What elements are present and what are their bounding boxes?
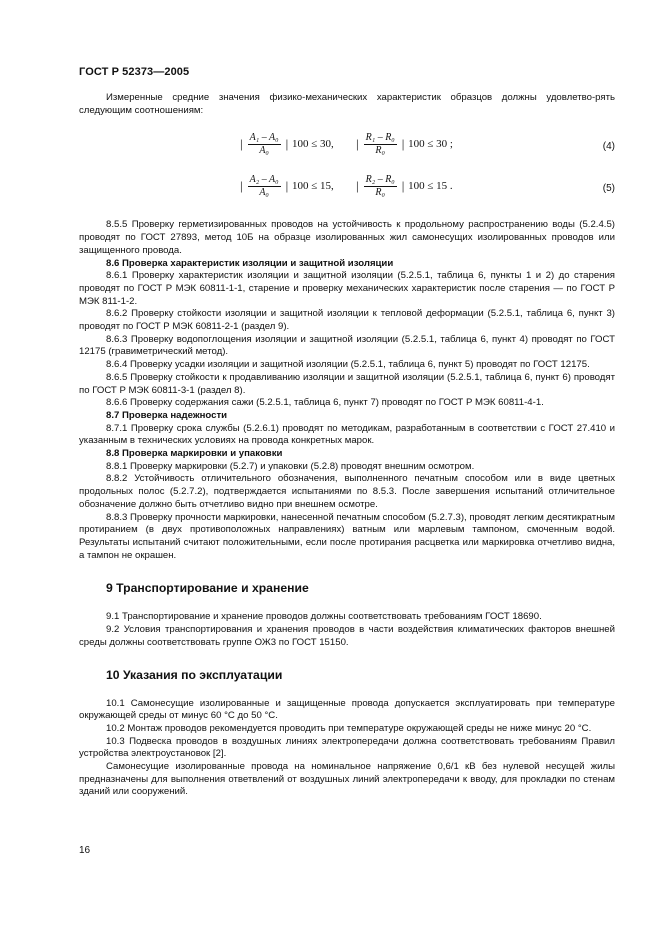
paragraph-10-2: 10.2 Монтаж проводов рекомендуется проводить при температуре окружающей среды не ниже минус 20 °С.: [106, 722, 592, 734]
paragraph-10-1: 10.1 Самонесущие изолированные и защищенные провода допускается эксплуатировать при температуре окружающей среды от минус 60 °С до 50 °С.: [79, 697, 615, 722]
page-body: [79, 92, 615, 799]
formula-5-left-numerator: A₂ – A₀: [249, 173, 279, 185]
paragraph-8-6-3: 8.6.3 Проверку водопоглощения изоляции и защитной изоляции (5.2.5.1, таблица 6, пункт 4) проводят по ГОСТ 12175 (гравиметрический метод).: [79, 333, 615, 358]
paragraph-9-1: 9.1 Транспортирование и хранение проводов должны соответствовать требованиям ГОСТ 18690.: [106, 611, 542, 623]
paragraph-8-6-4: 8.6.4 Проверку усадки изоляции и защитной изоляции (5.2.5.1, таблица 6, пункт 5) проводят по ГОСТ 12175.: [106, 359, 590, 371]
paragraph-8-5-5: 8.5.5 Проверку герметизированных проводов на устойчивость к продольному распространению воды (5.2.4.5) проводят по ГОСТ 27893, метод 10Б на образце изолированных жил самонесущих изолированных проводов или защищенного провода.: [79, 219, 615, 256]
heading-8-7: 8.7 Проверка надежности: [106, 409, 228, 421]
formula-5-right-rhs: 100 ≤ 15 .: [408, 180, 453, 193]
heading-8-8: 8.8 Проверка маркировки и упаковки: [106, 448, 283, 460]
intro-paragraph: Измеренные средние значения физико-механических характеристик образцов должны удовлетво-рять следующим соотношениям:: [79, 92, 615, 116]
section-9-heading: 9 Транспортирование и хранение: [106, 581, 309, 596]
formula-5-left-denominator: A₀: [259, 186, 269, 198]
formula-5-right-denominator: R₀: [375, 186, 385, 198]
formula-4-right-numerator: R₁ – R₀: [365, 131, 395, 143]
heading-8-6: 8.6 Проверка характеристик изоляции и защитной изоляции: [106, 257, 394, 269]
paragraph-8-8-3: 8.8.3 Проверку прочности маркировки, нанесенной печатным способом (5.2.7.3), проводят легким десятикратным протиранием (в двух противоположных направлениях) ватным или марлевым тампоном, смоченным водой. Результаты испытаний считают положительными, если после протирания расцветка или маркировка отчетливо видна, а тампон не окрашен.: [79, 511, 615, 561]
formula-4-left-denominator: A₀: [259, 144, 269, 156]
document-header: ГОСТ Р 52373—2005: [79, 66, 190, 78]
formula-4-number: (4): [602, 141, 615, 153]
formula-5-right-numerator: R₂ – R₀: [365, 173, 395, 185]
paragraph-8-6-5: 8.6.5 Проверку стойкости к продавливанию изоляции и защитной изоляции (5.2.5.1, таблица 6, пункт 6) проводят по ГОСТ Р МЭК 60811-3-1 (раздел 8).: [79, 371, 615, 396]
paragraph-8-8-2: 8.8.2 Устойчивость отличительного обозначения, выполненного печатным способом или в виде цветных продольных полос (5.2.7.2), подтверждается испытаниями по 8.5.3. После завершения испытаний отличительное обозначение должно быть отчетливо видно при внешнем осмотре.: [79, 473, 615, 510]
paragraph-10-3-continued: Самонесущие изолированные провода на номинальное напряжение 0,6/1 кВ без нулевой несущей жилы предназначены для выполнения ответвлений от воздушных линий электропередачи к вводу, для прокладки по стенам зданий или сооружений.: [79, 761, 615, 798]
paragraph-8-6-1: 8.6.1 Проверку характеристик изоляции и защитной изоляции (5.2.5.1, таблица 6, пункты 1 и 2) до старения проводят по ГОСТ Р МЭК 60811-1-1, старение и проверку механических характеристик после старения — по ГОСТ Р МЭК 811-1-2.: [79, 270, 615, 307]
formula-4-left-rhs: 100 ≤ 30,: [291, 138, 334, 151]
formula-4-right-rhs: 100 ≤ 30 ;: [408, 138, 453, 151]
paragraph-8-6-2: 8.6.2 Проверку стойкости изоляции и защитной изоляции к тепловой деформации (5.2.5.1, таблица 6, пункт 3) проводят по ГОСТ Р МЭК 60811-2-1 (раздел 9).: [79, 308, 615, 333]
paragraph-10-3: 10.3 Подвеска проводов в воздушных линиях электропередачи должна соответствовать требованиям Правил устройства электроустановок [2].: [79, 735, 615, 760]
paragraph-8-6-6: 8.6.6 Проверку содержания сажи (5.2.5.1, таблица 6, пункт 7) проводят по ГОСТ Р МЭК 60811-4-1.: [106, 397, 544, 409]
page-number: 16: [79, 845, 91, 856]
formula-4-left-numerator: A₁ – A₀: [249, 131, 279, 143]
paragraph-8-8-1: 8.8.1 Проверку маркировки (5.2.7) и упаковки (5.2.8) проводят внешним осмотром.: [106, 460, 475, 472]
formula-4-right-denominator: R₀: [375, 144, 385, 156]
formula-5-left-rhs: 100 ≤ 15,: [291, 180, 334, 193]
paragraph-8-7-1: 8.7.1 Проверку срока службы (5.2.6.1) проводят по методикам, разработанным в соответствии с ГОСТ 27.410 и указанным в технических условиях на провода конкретных марок.: [79, 422, 615, 447]
paragraph-9-2: 9.2 Условия транспортирования и хранения проводов в части воздействия климатических факторов внешней среды должны соответствовать группе ОЖ3 по ГОСТ 15150.: [79, 624, 615, 648]
formula-5-number: (5): [602, 183, 615, 195]
formula-4: | $\frac{\text{A₁ – A₀}}{\text{A₀}}$ | 100 ≤ 30, | $\frac{\text{R₁ – R₀}}{\text{R₀}}$ | 100 ≤ 30 ; (4): [240, 131, 615, 156]
formula-5: | $\frac{\text{A₂ – A₀}}{\text{A₀}}$ | 100 ≤ 15, | $\frac{\text{R₂ – R₀}}{\text{R₀}}$ | 100 ≤ 15 . (5): [240, 173, 615, 198]
section-10-heading: 10 Указания по эксплуатации: [106, 667, 283, 682]
